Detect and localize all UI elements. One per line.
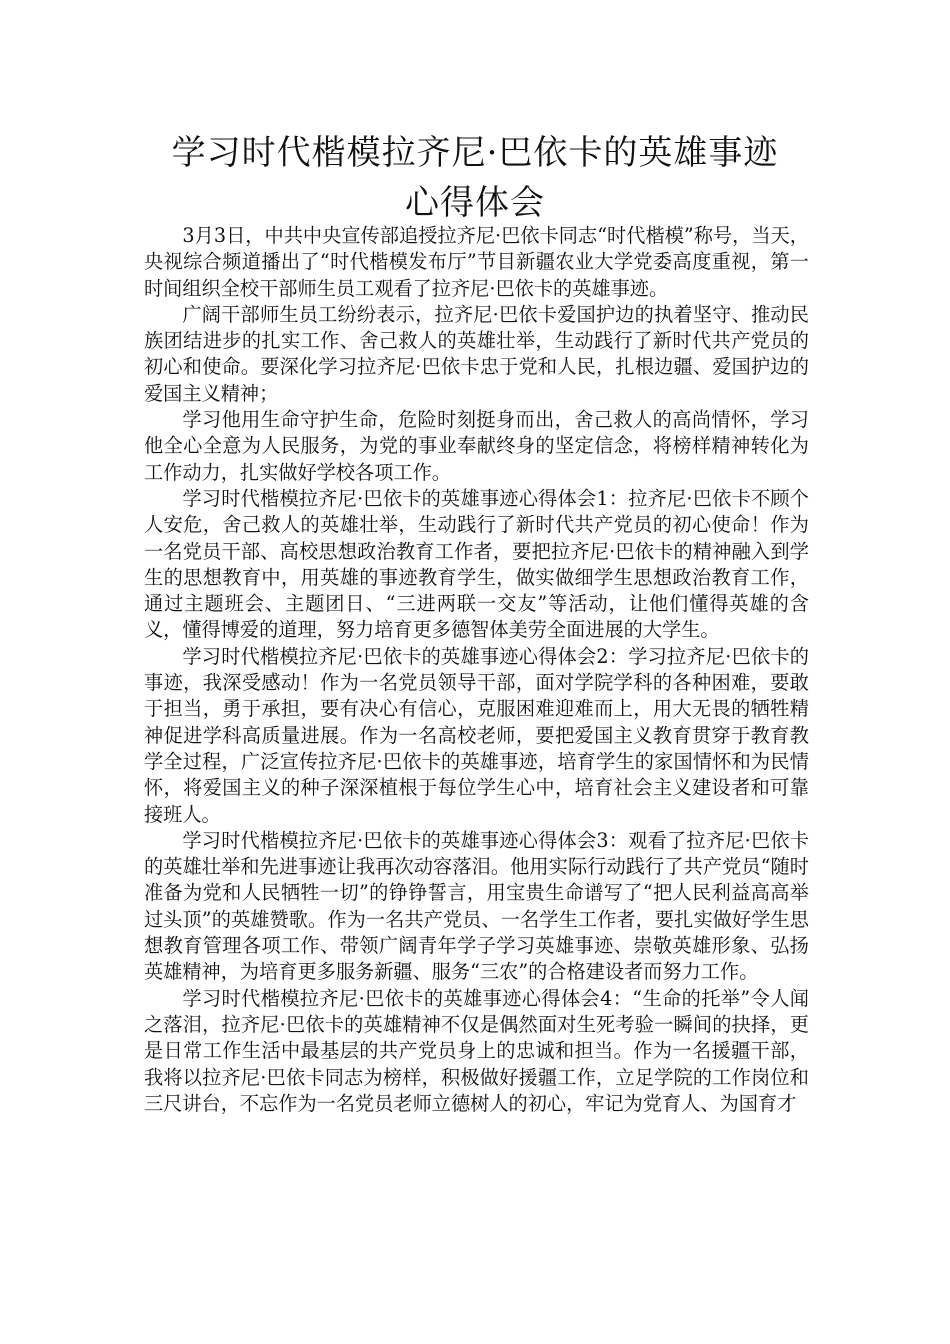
paragraph-reaction: 广阔干部师生员工纷纷表示，拉齐尼·巴依卡爱国护边的执着坚守、推动民族团结进步的扎实工作、舍己救人的英雄壮举，生动践行了新时代共产党员的初心和使命。要深化学习拉齐尼·巴依卡忠于党和人民，扎根边疆、爱国护边的爱国主义精神；	[144, 302, 809, 405]
document-body	[144, 223, 809, 1117]
paragraph-reflection-4: 学习时代楷模拉齐尼·巴依卡的英雄事迹心得体会4：“生命的托举”令人闻之落泪，拉齐尼·巴依卡的英雄精神不仅是偶然面对生死考验一瞬间的抉择，更是日常工作生活中最基层的共产党员身上的忠诚和担当。作为一名援疆干部，我将以拉齐尼·巴依卡同志为榜样，积极做好援疆工作，立足学院的工作岗位和三尺讲台，不忘作为一名党员老师立德树人的初心，牢记为党育人、为国育才	[144, 986, 809, 1115]
title-line-2: 心得体会	[405, 183, 545, 223]
title-line-1: 学习时代楷模拉齐尼·巴依卡的英雄事迹	[171, 133, 779, 173]
paragraph-reflection-3: 学习时代楷模拉齐尼·巴依卡的英雄事迹心得体会3：观看了拉齐尼·巴依卡的英雄壮举和先进事迹让我再次动容落泪。他用实际行动践行了共产党员“随时准备为党和人民牺牲一切”的铮铮誓言，用宝贵生命谱写了“把人民利益高高举过头顶”的英雄赞歌。作为一名共产党员、一名学生工作者，要扎实做好学生思想教育管理各项工作、带领广阔青年学子学习英雄事迹、崇敬英雄形象、弘扬英雄精神，为培育更多服务新疆、服务“三农”的合格建设者而努力工作。	[144, 828, 809, 984]
paragraph-learning: 学习他用生命守护生命，危险时刻挺身而出，舍己救人的高尚情怀，学习他全心全意为人民服务，为党的事业奉献终身的坚定信念，将榜样精神转化为工作动力，扎实做好学校各项工作。	[144, 408, 809, 484]
paragraph-intro: 3月3日，中共中央宣传部追授拉齐尼·巴依卡同志“时代楷模”称号，当天，央视综合频道播出了“时代楷模发布厅”节目新疆农业大学党委高度重视，第一时间组织全校干部师生员工观看了拉齐尼·巴依卡的英雄事迹。	[144, 224, 809, 300]
document-title	[140, 128, 810, 228]
paragraph-reflection-2: 学习时代楷模拉齐尼·巴依卡的英雄事迹心得体会2：学习拉齐尼·巴依卡的事迹，我深受感动！作为一名党员领导干部，面对学院学科的各种困难，要敢于担当，勇于承担，要有决心有信心，克服困难迎难而上，用大无畏的牺牲精神促进学科高质量进展。作为一名高校老师，要把爱国主义教育贯穿于教育教学全过程，广泛宣传拉齐尼·巴依卡的英雄事迹，培育学生的家国情怀和为民情怀，将爱国主义的种子深深植根于每位学生心中，培育社会主义建设者和可靠接班人。	[144, 644, 809, 826]
paragraph-reflection-1: 学习时代楷模拉齐尼·巴依卡的英雄事迹心得体会1：拉齐尼·巴依卡不顾个人安危，舍己救人的英雄壮举，生动践行了新时代共产党员的初心使命！作为一名党员干部、高校思想政治教育工作者，要把拉齐尼·巴依卡的精神融入到学生的思想教育中，用英雄的事迹教育学生，做实做细学生思想政治教育工作，通过主题班会、主题团日、“三进两联一交友”等活动，让他们懂得英雄的含义，懂得博爱的道理，努力培育更多德智体美劳全面进展的大学生。	[144, 486, 809, 642]
